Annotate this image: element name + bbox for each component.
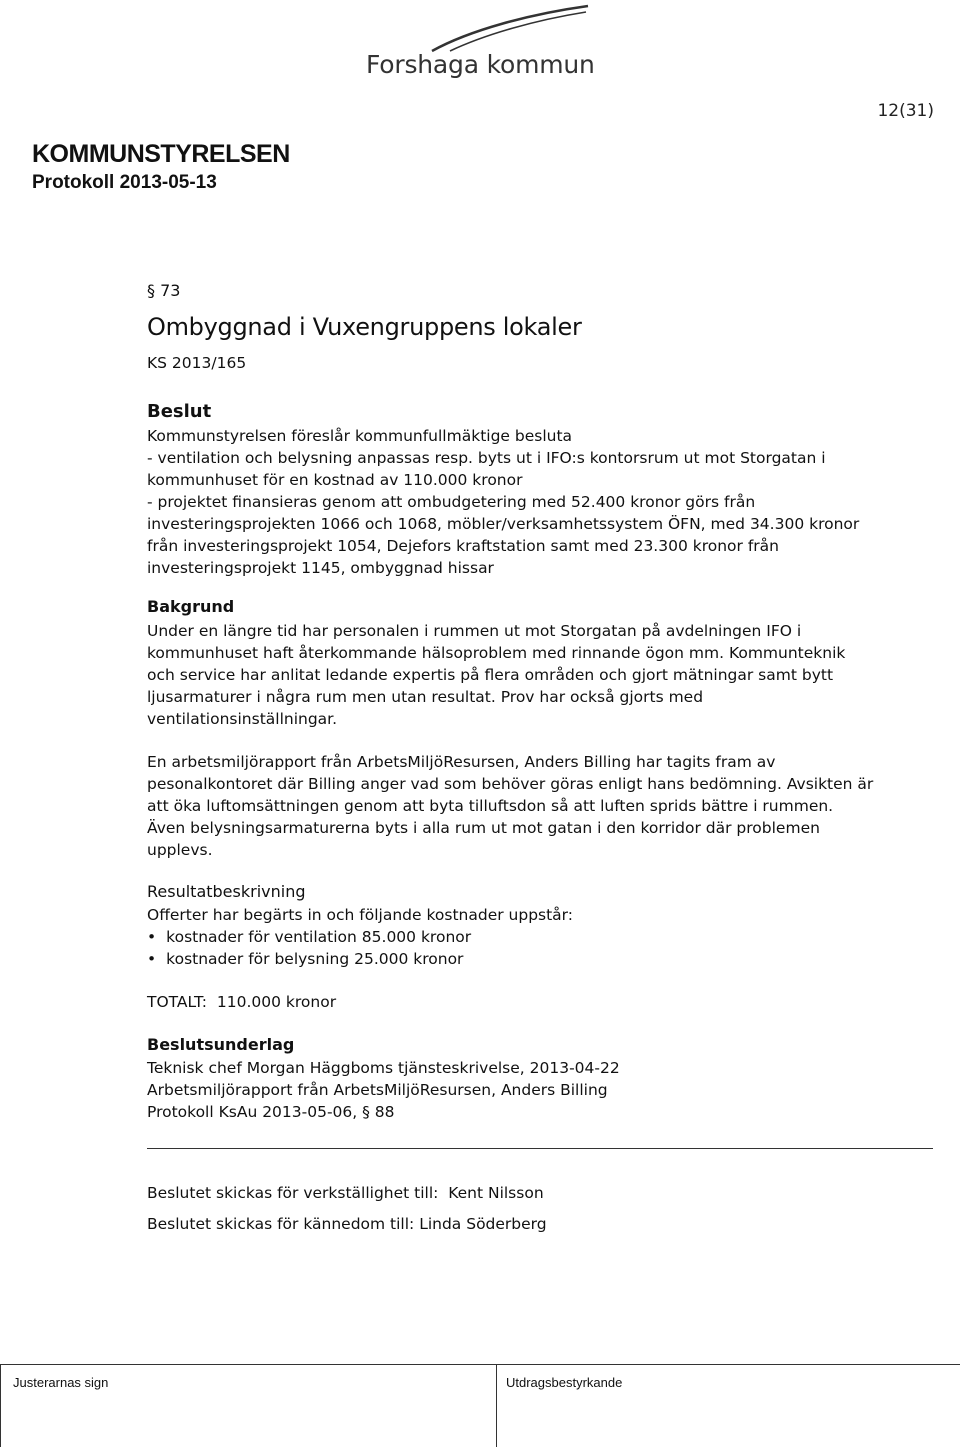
logo-arc-icon <box>360 4 610 54</box>
footer-divider-middle <box>496 1364 497 1447</box>
beslut-line: - ventilation och belysning anpassas resp. byts ut i IFO:s kontorsrum ut mot Storgatan i <box>147 449 826 467</box>
beslut-heading: Beslut <box>147 401 212 422</box>
committee-heading: KOMMUNSTYRELSEN <box>32 140 290 168</box>
bakgrund-line: ljusarmaturer i några rum men utan resultat. Prov har också gjorts med <box>147 688 704 706</box>
cost-list <box>147 926 937 970</box>
resultat-body <box>147 904 937 970</box>
distribution-kannedom: Beslutet skickas för kännedom till: Linda Söderberg <box>147 1215 547 1233</box>
beslutsunderlag-line: Arbetsmiljörapport från ArbetsMiljöResursen, Anders Billing <box>147 1081 608 1099</box>
beslut-line: - projektet finansieras genom att ombudgetering med 52.400 kronor görs från <box>147 493 756 511</box>
separator-rule <box>147 1148 933 1149</box>
beslutsunderlag-line: Protokoll KsAu 2013-05-06, § 88 <box>147 1103 395 1121</box>
page-number: 12(31) <box>877 101 934 121</box>
beslut-body <box>147 425 937 579</box>
beslut-line: investeringsprojekt 1145, ombyggnad hissar <box>147 559 494 577</box>
bakgrund-line: Under en längre tid har personalen i rummen ut mot Storgatan på avdelningen IFO i <box>147 622 802 640</box>
beslut-line: kommunhuset för en kostnad av 110.000 kronor <box>147 471 523 489</box>
arbetsmiljo-line: upplevs. <box>147 841 213 859</box>
beslutsunderlag-line: Teknisk chef Morgan Häggboms tjänsteskrivelse, 2013-04-22 <box>147 1059 620 1077</box>
resultat-heading: Resultatbeskrivning <box>147 882 306 901</box>
beslut-line: investeringsprojekten 1066 och 1068, möbler/verksamhetssystem ÖFN, med 34.300 kronor <box>147 515 860 533</box>
paragraph-number: § 73 <box>147 281 181 300</box>
beslut-line: från investeringsprojekt 1054, Dejefors kraftstation samt med 23.300 kronor från <box>147 537 779 555</box>
logo-org-name: Forshaga kommun <box>366 50 595 79</box>
list-item: • kostnader för belysning 25.000 kronor <box>147 948 937 970</box>
document-title: Ombyggnad i Vuxengruppens lokaler <box>147 313 582 341</box>
total-cost: TOTALT: 110.000 kronor <box>147 993 337 1011</box>
utdrag-label: Utdragsbestyrkande <box>506 1375 623 1390</box>
bakgrund-body <box>147 620 937 730</box>
arbetsmiljo-line: att öka luftomsättningen genom att byta tilluftsdon så att luften sprids bättre i rummen. <box>147 797 834 815</box>
arbetsmiljo-line: Även belysningsarmaturerna byts i alla rum ut mot gatan i den korridor där problemen <box>147 819 820 837</box>
arbetsmiljo-body <box>147 751 937 861</box>
beslutsunderlag-body <box>147 1057 937 1123</box>
sign-label: Justerarnas sign <box>13 1375 109 1390</box>
bakgrund-line: ventilationsinställningar. <box>147 710 338 728</box>
beslut-line: Kommunstyrelsen föreslår kommunfullmäktige besluta <box>147 427 573 445</box>
bakgrund-heading: Bakgrund <box>147 597 235 616</box>
protocol-date: Protokoll 2013-05-13 <box>32 172 217 193</box>
bakgrund-line: och service har anlitat ledande expertis på flera områden och gjort mätningar samt bytt <box>147 666 834 684</box>
list-item: • kostnader för ventilation 85.000 kronor <box>147 926 937 948</box>
distribution-verkstallighet: Beslutet skickas för verkställighet till: Kent Nilsson <box>147 1184 544 1202</box>
resultat-intro: Offerter har begärts in och följande kostnader uppstår: <box>147 906 574 924</box>
beslutsunderlag-heading: Beslutsunderlag <box>147 1035 295 1054</box>
bakgrund-line: kommunhuset haft återkommande hälsoproblem med rinnande ögon mm. Kommunteknik <box>147 644 846 662</box>
footer-rule <box>0 1364 960 1365</box>
arbetsmiljo-line: En arbetsmiljörapport från ArbetsMiljöResursen, Anders Billing har tagits fram av <box>147 753 776 771</box>
arbetsmiljo-line: pesonalkontoret där Billing anger vad som behöver göras enligt hans bedömning. Avsikten är <box>147 775 874 793</box>
case-number: KS 2013/165 <box>147 354 247 372</box>
forshaga-logo <box>360 4 610 84</box>
footer-divider-left <box>0 1364 1 1447</box>
